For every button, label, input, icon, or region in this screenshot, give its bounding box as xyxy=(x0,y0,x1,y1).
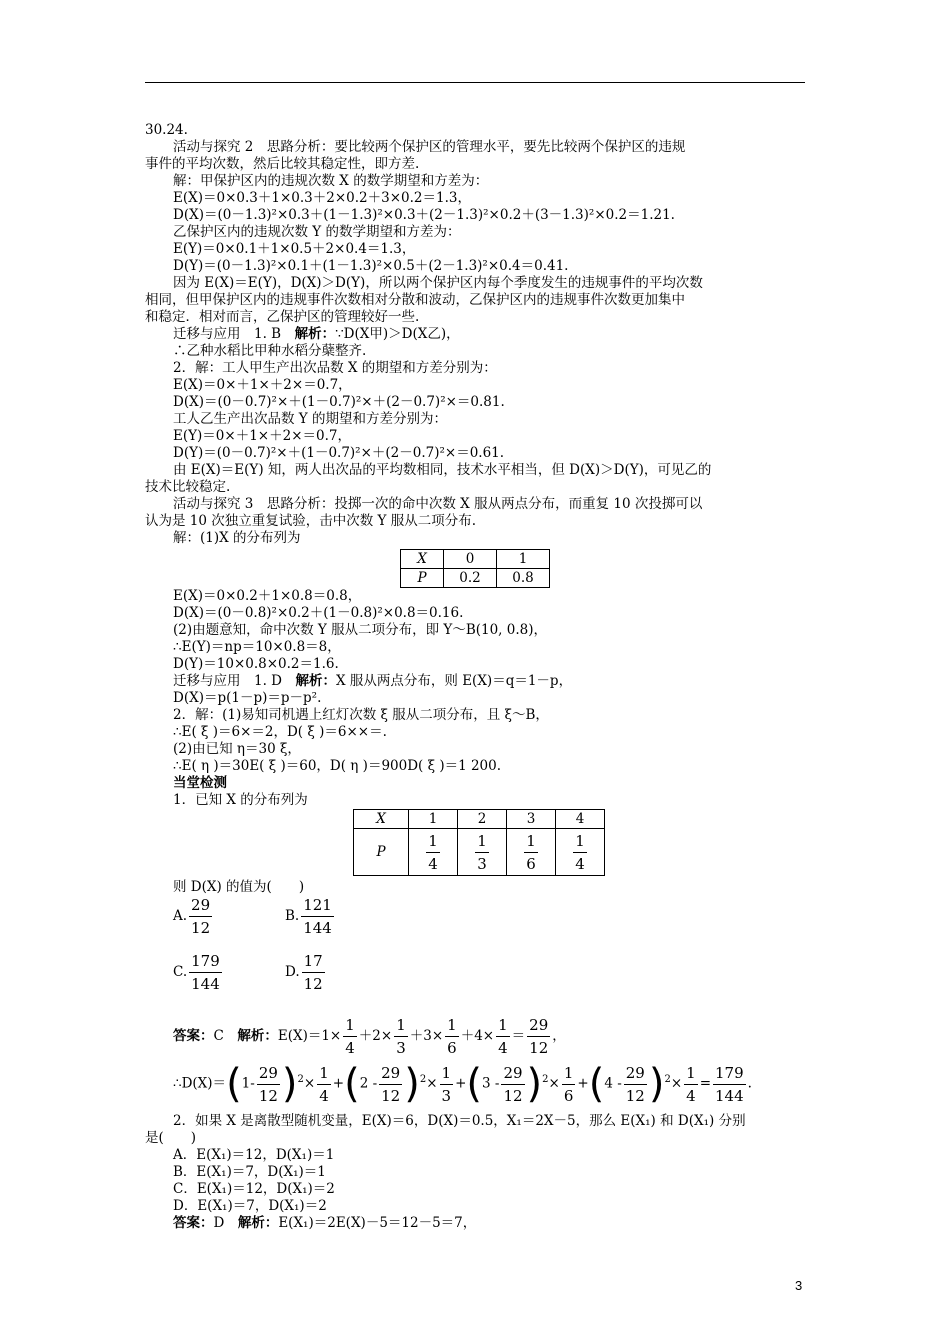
t2-head-1: 1 xyxy=(409,810,458,829)
lines_b-line: ∴乙种水稻比甲种水稻分蘖整齐. xyxy=(173,343,367,359)
dx-mean-frac xyxy=(624,1064,647,1105)
move2-rest: X 服从两点分布，则 E(X)＝q＝1－p， xyxy=(336,673,573,689)
t2-prob-cell xyxy=(556,829,605,876)
document-body xyxy=(145,122,807,1232)
left-paren: ( xyxy=(226,1061,242,1107)
t1-row-p: P xyxy=(401,569,444,588)
move1-line xyxy=(145,326,807,343)
answer1-variance-line xyxy=(145,1061,807,1107)
dx-term-a: 4 - xyxy=(604,1075,622,1092)
answer1-frac xyxy=(343,1016,357,1057)
dx-weight-frac-num: 1 xyxy=(562,1064,576,1085)
q1-option-row xyxy=(173,896,807,952)
q1-option-num: 17 xyxy=(302,952,325,973)
q2-options xyxy=(145,1147,807,1215)
q1-options xyxy=(145,896,807,1008)
q1-option-num: 179 xyxy=(189,952,222,973)
block-worker xyxy=(145,343,807,547)
dx-mean-frac xyxy=(379,1064,402,1105)
dx-mean-frac-den: 12 xyxy=(625,1086,645,1105)
dx-square: 2 xyxy=(542,1074,549,1085)
dx-term-a: 2 - xyxy=(359,1075,378,1092)
left-paren: ( xyxy=(588,1061,605,1107)
move1-rest: ∵D(X甲)＞D(X乙)， xyxy=(335,326,460,342)
t2-prob-frac-den: 3 xyxy=(477,854,487,873)
lines_a-line: 活动与探究 2 思路分析：要比较两个保护区的管理水平，要先比较两个保护区的违规 xyxy=(173,139,686,155)
dx-mean-frac-num: 29 xyxy=(379,1064,402,1085)
dx-weight-frac-num: 1 xyxy=(440,1064,454,1085)
q1-option-num: 121 xyxy=(301,896,334,917)
lines_b-line: 认为是 10 次独立重复试验，击中次数 Y 服从二项分布. xyxy=(145,513,477,529)
lines_a-line: 事件的平均次数，然后比较其稳定性，即方差. xyxy=(145,156,420,172)
q1-stem: 1．已知 X 的分布列为 xyxy=(173,792,308,808)
answer1-choice: C xyxy=(213,1028,224,1044)
t2-head-2: 2 xyxy=(458,810,507,829)
dx-result-frac-den: 144 xyxy=(715,1086,744,1105)
right-paren: ) xyxy=(281,1061,298,1107)
analysis1-label: 解析： xyxy=(237,1028,278,1044)
answer1-label: 答案： xyxy=(173,1028,214,1044)
lines_a-line: E(X)＝0×0.3＋1×0.3＋2×0.2＋3×0.2＝1.3， xyxy=(173,190,471,206)
left-paren: ( xyxy=(466,1061,482,1107)
t2-prob-frac xyxy=(426,832,440,873)
t2-prob-frac-num: 1 xyxy=(426,832,440,853)
analysis-label-2: 解析： xyxy=(295,673,336,689)
t1-val-0: 0.2 xyxy=(444,569,497,588)
dx-times: × xyxy=(670,1075,683,1092)
lines_d-line: 2．解：(1)易知司机遇上红灯次数 ξ 服从二项分布，且 ξ～B， xyxy=(173,707,549,723)
distribution-table-2 xyxy=(353,809,605,876)
answer2-line xyxy=(145,1215,807,1232)
answer1-frac-den: 4 xyxy=(498,1039,508,1057)
distribution-table-1 xyxy=(400,549,550,588)
q2-option: D．E(X₁)＝7，D(X₁)＝2 xyxy=(173,1198,327,1214)
dx-op: + xyxy=(577,1075,589,1092)
dx-square: 2 xyxy=(297,1074,304,1085)
dx-result-frac-num: 179 xyxy=(713,1064,746,1085)
dx-weight-frac-den: 4 xyxy=(686,1086,696,1105)
q2-option: B．E(X₁)＝7，D(X₁)＝1 xyxy=(173,1164,326,1180)
q1-option-frac xyxy=(189,952,222,993)
section-title: 当堂检测 xyxy=(173,775,227,791)
t2-prob-frac-num: 1 xyxy=(524,832,538,853)
lines_a-line: 乙保护区内的违规次数 Y 的数学期望和方差为： xyxy=(173,224,461,240)
t2-prob-frac xyxy=(524,832,538,873)
t2-prob-frac-den: 4 xyxy=(428,854,438,873)
t2-prob-cell xyxy=(409,829,458,876)
q2-line2: 是( ) xyxy=(145,1130,197,1146)
t2-prob-frac-num: 1 xyxy=(475,832,489,853)
q1-option-frac xyxy=(302,952,325,993)
lines_a-line: E(Y)＝0×0.1＋1×0.5＋2×0.4＝1.3， xyxy=(173,241,416,257)
dx-times: × xyxy=(548,1075,560,1092)
q2-option: C．E(X₁)＝12，D(X₁)＝2 xyxy=(173,1181,335,1197)
lines_d-line: ∴E( ξ )＝6×＝2，D( ξ )＝6××＝. xyxy=(173,724,387,740)
lines_a-line: 30.24. xyxy=(145,122,188,138)
lines_b-line: 技术比较稳定. xyxy=(145,479,231,495)
dx-op: + xyxy=(332,1075,345,1092)
t2-prob-frac-num: 1 xyxy=(573,832,587,853)
answer1-op: ， xyxy=(552,1028,566,1044)
lines_b-line: 活动与探究 3 思路分析：投掷一次的命中次数 X 服从两点分布，而重复 10 次投掷可以 xyxy=(173,496,703,512)
q1-ask: 则 D(X) 的值为( ) xyxy=(173,879,305,895)
dx-term-a: 3 - xyxy=(482,1075,500,1092)
q1-option-den: 12 xyxy=(303,975,323,993)
answer1-frac-den: 4 xyxy=(345,1039,355,1057)
answer1-frac-num: 29 xyxy=(527,1016,550,1037)
answer2-text: E(X₁)＝2E(X)－5＝12－5＝7， xyxy=(278,1215,477,1231)
t2-prob-frac-den: 4 xyxy=(575,854,585,873)
answer1-frac-den: 12 xyxy=(529,1039,549,1057)
dx-weight-frac xyxy=(684,1064,698,1105)
t1-head-0: 0 xyxy=(444,550,497,569)
q1-option xyxy=(173,896,285,937)
lines_d-line: (2)由已知 η＝30 ξ， xyxy=(173,741,301,757)
q1-option-label: D. xyxy=(285,964,300,980)
answer1-line xyxy=(145,1016,807,1057)
block-activity3-solution xyxy=(145,588,807,673)
q1-option xyxy=(285,896,397,937)
lines_a-line: 因为 E(X)＝E(Y)，D(X)＞D(Y)，所以两个保护区内每个季度发生的违规事件的平均次数 xyxy=(173,275,703,291)
dx-mean-frac-num: 29 xyxy=(624,1064,647,1085)
lines_b-line: 工人乙生产出次品数 Y 的期望和方差分别为： xyxy=(173,411,447,427)
q1-option xyxy=(285,952,397,993)
dx-op: + xyxy=(455,1075,467,1092)
answer1-frac-num: 1 xyxy=(394,1016,408,1037)
answer1-frac-den: 6 xyxy=(447,1039,457,1057)
lines_c-line: D(Y)＝10×0.8×0.2＝1.6. xyxy=(173,656,339,672)
t1-head-x: X xyxy=(401,550,444,569)
right-paren: ) xyxy=(648,1061,665,1107)
dx-mean-frac-num: 29 xyxy=(501,1064,524,1085)
dx-weight-frac-num: 1 xyxy=(684,1064,698,1085)
answer1-frac-num: 1 xyxy=(343,1016,357,1037)
lines_b-line: 由 E(X)＝E(Y) 知，两人出次品的平均数相同，技术水平相当，但 D(X)＞D(Y)，可见乙的 xyxy=(173,462,712,478)
lines_c-line: (2)由题意知，命中次数 Y 服从二项分布，即 Y～B(10, 0.8)， xyxy=(173,622,548,638)
t2-prob-frac xyxy=(475,832,489,873)
dx-mean-frac xyxy=(501,1064,524,1105)
lines_c-line: D(X)＝(0－0.8)²×0.2＋(1－0.8)²×0.8＝0.16. xyxy=(173,605,464,621)
answer1-frac xyxy=(496,1016,510,1057)
t2-prob-cell xyxy=(507,829,556,876)
dx-times: × xyxy=(426,1075,438,1092)
lines_a-line: 解：甲保护区内的违规次数 X 的数学期望和方差为： xyxy=(173,173,489,189)
lines_b-line: D(X)＝(0－0.7)²×＋(1－0.7)²×＋(2－0.7)²×＝0.81. xyxy=(173,394,505,410)
dx-mean-frac-num: 29 xyxy=(257,1064,280,1085)
dx-square: 2 xyxy=(419,1074,427,1085)
t2-row-p: P xyxy=(354,829,409,876)
analysis2-label: 解析： xyxy=(237,1215,279,1231)
lines_a-line: D(X)＝(0－1.3)²×0.3＋(1－1.3)²×0.3＋(2－1.3)²×0.2＋(3－1.3)²×0.2＝1.21. xyxy=(173,207,675,223)
dx-square: 2 xyxy=(664,1074,671,1085)
dx-weight-frac xyxy=(562,1064,576,1105)
lines_c-line: E(X)＝0×0.2＋1×0.8＝0.8， xyxy=(173,588,362,604)
dx-mean-frac-den: 12 xyxy=(503,1086,523,1105)
answer1-frac-num: 1 xyxy=(445,1016,459,1037)
dx-op: = xyxy=(699,1075,712,1092)
lines_a-line: 相同，但甲保护区内的违规事件次数相对分散和波动，乙保护区内的违规事件次数更加集中 xyxy=(145,292,685,308)
dx-mean-frac-den: 12 xyxy=(381,1086,401,1105)
dx-end: . xyxy=(747,1075,752,1092)
move2-line xyxy=(145,673,807,690)
q1-option-row xyxy=(173,952,807,1008)
answer1-frac xyxy=(527,1016,550,1057)
lines_b-line: E(X)＝0×＋1×＋2×＝0.7， xyxy=(173,377,352,393)
right-paren: ) xyxy=(404,1061,420,1107)
answer1-frac-num: 1 xyxy=(496,1016,510,1037)
lines_c-line: ∴E(Y)＝np＝10×0.8＝8， xyxy=(173,639,341,655)
q1-option-frac xyxy=(189,896,212,937)
t2-head-3: 3 xyxy=(507,810,556,829)
lines_b-line: D(Y)＝(0－0.7)²×＋(1－0.7)²×＋(2－0.7)²×＝0.61. xyxy=(173,445,505,461)
answer1-op: ＋4× xyxy=(460,1028,495,1044)
dx-weight-frac-den: 6 xyxy=(563,1086,574,1105)
lines_a-line: 和稳定．相对而言，乙保护区的管理较好一些. xyxy=(145,309,420,325)
q1-option-den: 12 xyxy=(191,919,211,937)
dx-weight-frac-num: 1 xyxy=(317,1064,331,1085)
block-move2 xyxy=(145,690,807,775)
lines_b-line: 2．解：工人甲生产出次品数 X 的期望和方差分别为： xyxy=(173,360,497,376)
q1-option-frac xyxy=(301,896,334,937)
dx-mean-frac-den: 12 xyxy=(258,1086,278,1105)
answer1-dx-prefix: ∴D(X)＝ xyxy=(173,1075,227,1092)
lines_b-line: 解：(1)X 的分布列为 xyxy=(173,530,301,546)
dx-term-a: 1- xyxy=(241,1075,255,1092)
dx-weight-frac xyxy=(440,1064,454,1105)
t2-prob-frac-den: 6 xyxy=(526,854,536,873)
t2-prob-row xyxy=(354,829,605,876)
answer1-op: ＋3× xyxy=(409,1028,444,1044)
right-paren: ) xyxy=(526,1061,543,1107)
t2-prob-cell xyxy=(458,829,507,876)
q1-option-num: 29 xyxy=(189,896,212,917)
lines_b-line: E(Y)＝0×＋1×＋2×＝0.7， xyxy=(173,428,351,444)
t2-prob-frac xyxy=(573,832,587,873)
answer2-label: 答案： xyxy=(173,1215,214,1231)
t1-val-1: 0.8 xyxy=(497,569,550,588)
answer2-choice: D xyxy=(213,1215,225,1231)
t2-head-4: 4 xyxy=(556,810,605,829)
move1-prefix: 迁移与应用 1. B xyxy=(173,326,295,342)
lines_a-line: D(Y)＝(0－1.3)²×0.1＋(1－1.3)²×0.5＋(2－1.3)²×0.4＝0.41. xyxy=(173,258,569,274)
q1-option-den: 144 xyxy=(191,975,220,993)
move2-prefix: 迁移与应用 1. D xyxy=(173,673,296,689)
dx-weight-frac-den: 4 xyxy=(319,1086,329,1105)
t2-head-x: X xyxy=(354,810,409,829)
q1-option xyxy=(173,952,285,993)
dx-weight-frac xyxy=(317,1064,331,1105)
answer1-op: ＋2× xyxy=(358,1028,393,1044)
dx-times: × xyxy=(303,1075,316,1092)
header-rule xyxy=(145,82,805,83)
answer1-op: ＝ xyxy=(511,1028,526,1044)
dx-mean-frac xyxy=(257,1064,280,1105)
q2-line1: 2．如果 X 是离散型随机变量，E(X)＝6，D(X)＝0.5，X₁＝2X－5，那么 E(X₁) 和 D(X₁) 分别 xyxy=(173,1113,746,1129)
answer1-frac-den: 3 xyxy=(396,1039,406,1057)
answer1-frac xyxy=(445,1016,459,1057)
dx-weight-frac-den: 3 xyxy=(441,1086,452,1105)
left-paren: ( xyxy=(344,1061,360,1107)
answer1-ex-prefix: E(X)＝1× xyxy=(277,1028,342,1044)
answer1-frac xyxy=(394,1016,408,1057)
analysis-label: 解析： xyxy=(294,326,336,342)
lines_d-line: ∴E( η )＝30E( ξ )＝60，D( η )＝900D( ξ )＝1 200. xyxy=(173,758,502,774)
q2-option: A．E(X₁)＝12，D(X₁)＝1 xyxy=(173,1147,335,1163)
block-activity2 xyxy=(145,122,807,326)
dx-result-frac xyxy=(713,1064,746,1105)
page-number: 3 xyxy=(795,1278,803,1293)
lines_d-line: D(X)＝p(1－p)＝p－p². xyxy=(173,690,322,706)
q1-option-label: B. xyxy=(285,908,300,924)
q1-option-label: A. xyxy=(173,908,188,924)
t1-head-1: 1 xyxy=(497,550,550,569)
q1-option-den: 144 xyxy=(303,919,332,937)
q1-option-label: C. xyxy=(173,964,188,980)
